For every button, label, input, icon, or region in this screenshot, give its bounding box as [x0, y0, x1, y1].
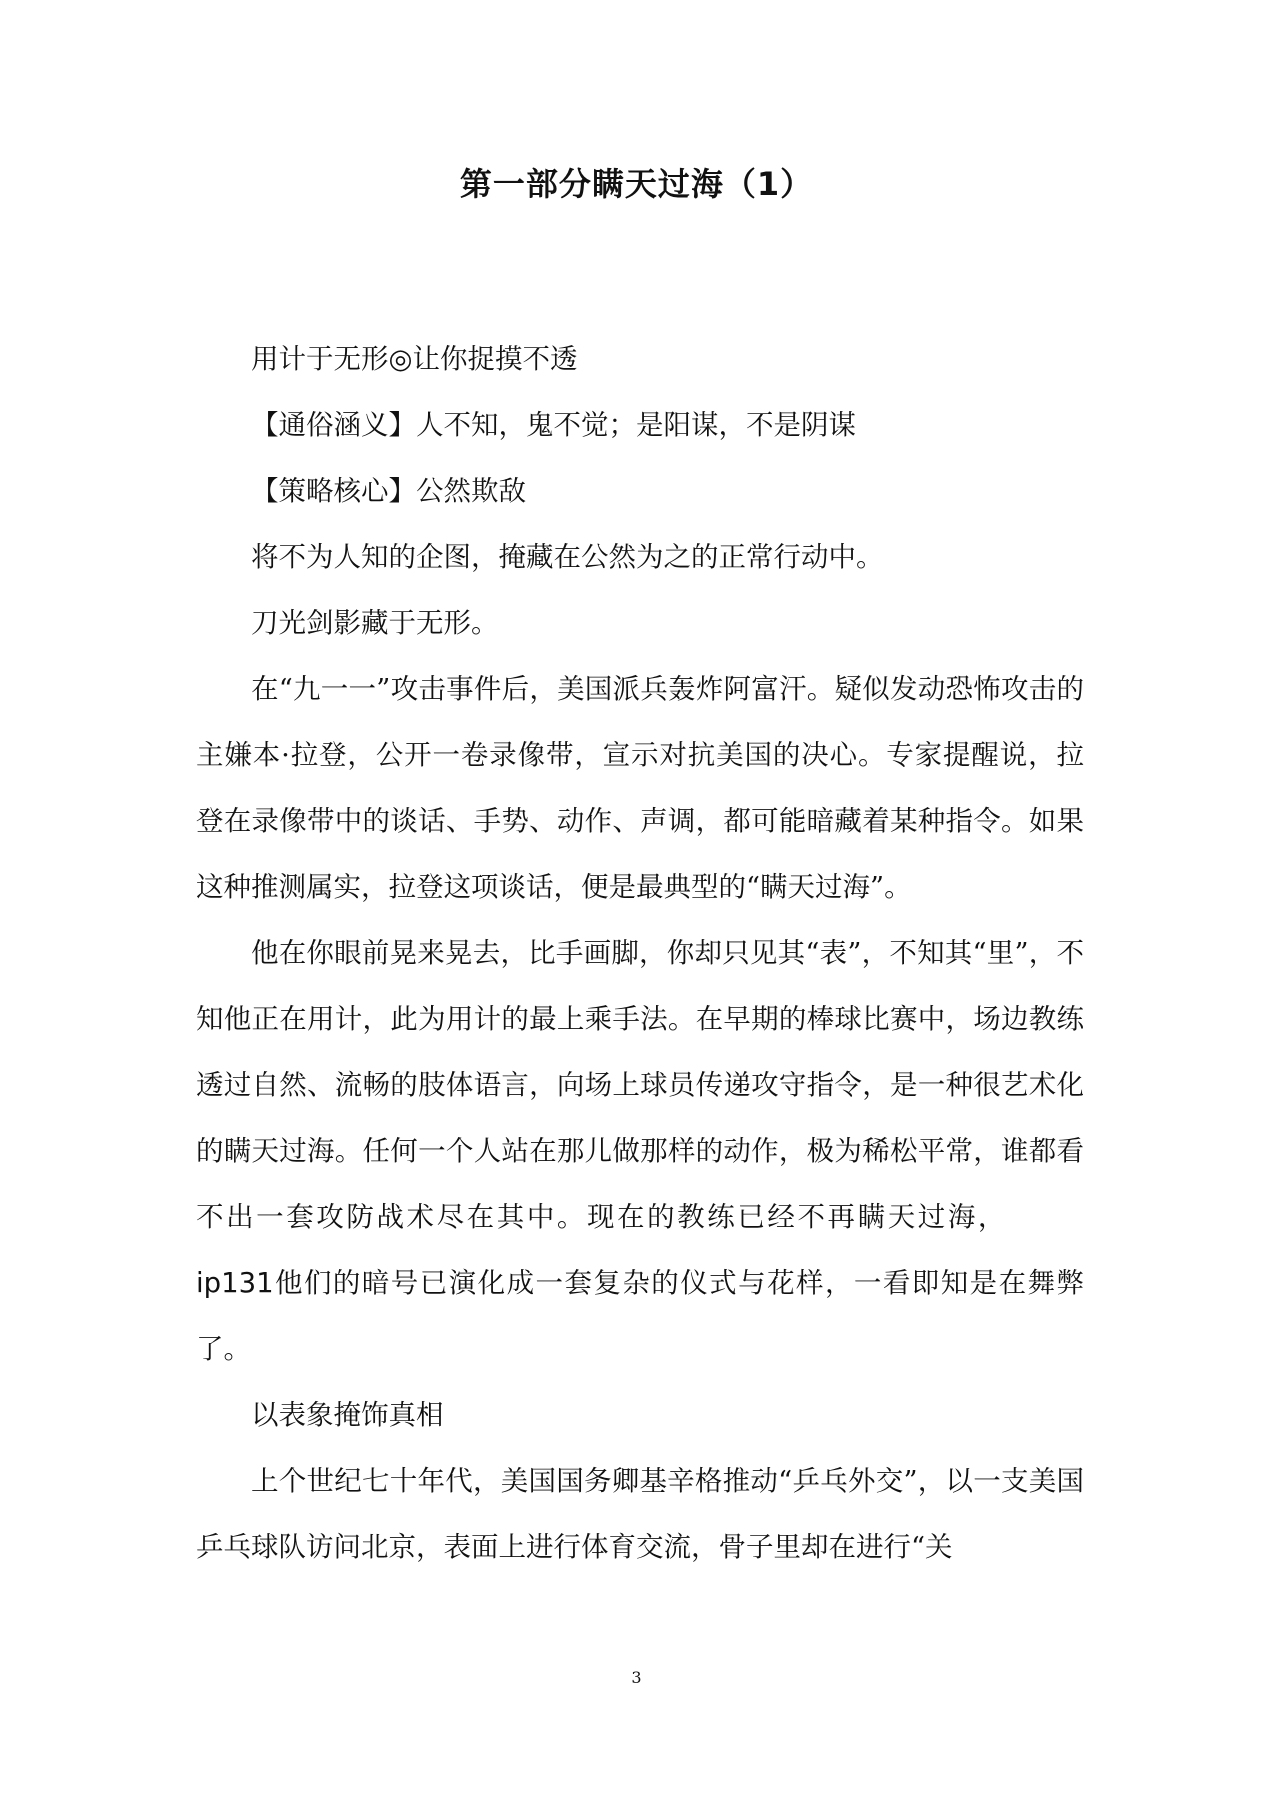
paragraph — [196, 920, 1084, 1382]
document-body — [196, 326, 1084, 1580]
paragraph: 刀光剑影藏于无形。 — [251, 607, 499, 639]
paragraph: 上个世纪七十年代，美国国务卿基辛格推动“乒乓外交”，以一支美国乒乓球队访问北京，表面上进行体育交流，骨子里却在进行“关 — [196, 1465, 1084, 1563]
paragraph: 将不为人知的企图，掩藏在公然为之的正常行动中。 — [251, 541, 884, 573]
paragraph-subtitle: 用计于无形◎让你捉摸不透 — [251, 343, 578, 375]
paragraph-text: 他在你眼前晃来晃去，比手画脚，你却只见其“表”，不知其“里”，不知他正在用计，此为用计的最上乘手法。在早期的棒球比赛中，场边教练透过自然、流畅的肢体语言，向场上球员传递攻守指令，是一种很艺术化的瞒天过海。任何一个人站在那儿做那样的动作，极为稀松平常，谁都看不出一套攻防战术尽在其中。现在的教练已经不再瞒天过海， — [196, 937, 1084, 1233]
document-title: 第一部分瞒天过海（1） — [459, 165, 814, 203]
page-number: 3 — [631, 1668, 642, 1687]
paragraph-core: 【策略核心】公然欺敌 — [251, 475, 526, 507]
paragraph-meaning: 【通俗涵义】人不知，鬼不觉；是阳谋，不是阴谋 — [251, 409, 856, 441]
paragraph: 在“九一一”攻击事件后，美国派兵轰炸阿富汗。疑似发动恐怖攻击的主嫌本·拉登，公开一卷录像带，宣示对抗美国的决心。专家提醒说，拉登在录像带中的谈话、手势、动作、声调，都可能暗藏着某种指令。如果这种推测属实，拉登这项谈话，便是最典型的“瞒天过海”。 — [196, 673, 1084, 903]
inline-code: ip131 — [196, 1267, 274, 1299]
paragraph-text: 他们的暗号已演化成一套复杂的仪式与花样，一看即知是在舞弊了。 — [196, 1267, 1084, 1365]
section-heading: 以表象掩饰真相 — [251, 1399, 444, 1431]
